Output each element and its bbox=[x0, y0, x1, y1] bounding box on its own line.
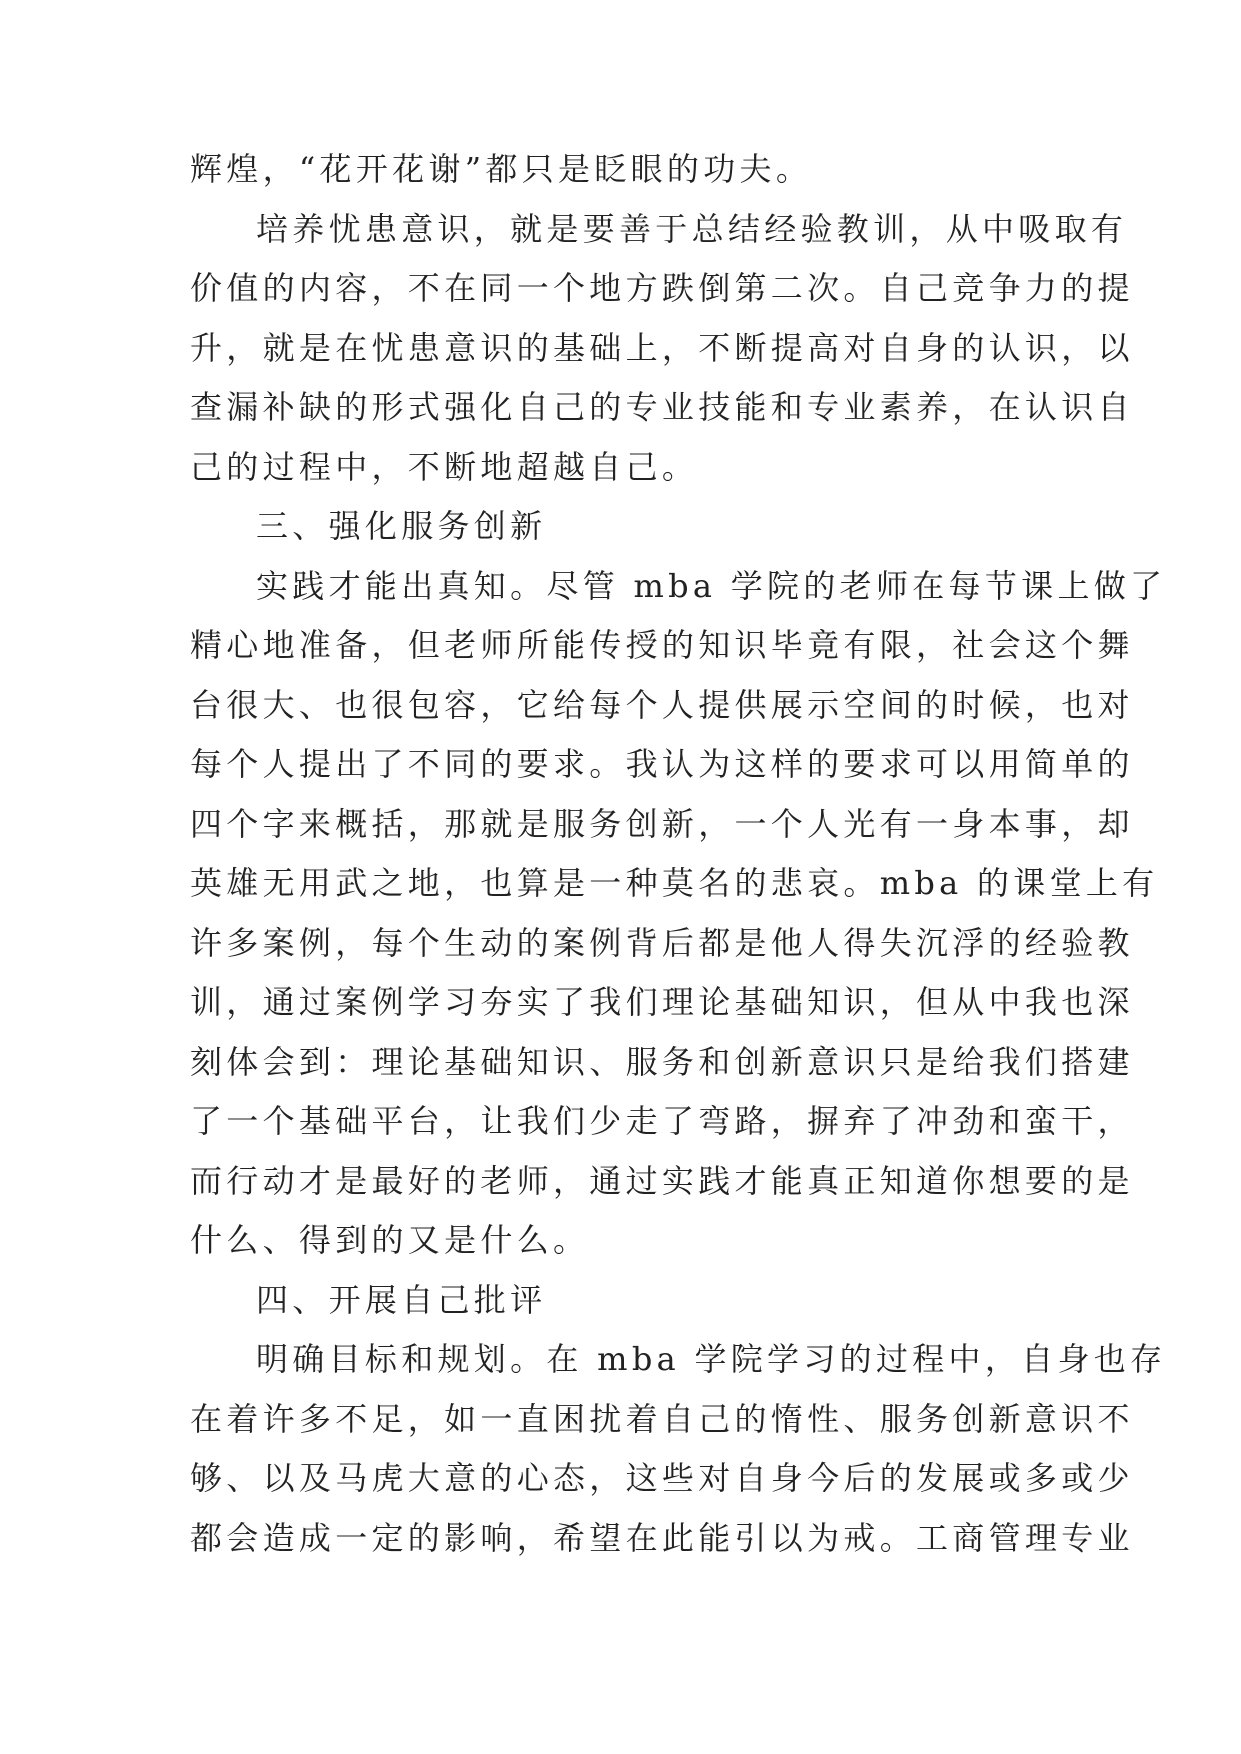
text-line: 在着许多不足，如一直困扰着自己的惰性、服务创新意识不 bbox=[190, 1399, 1134, 1438]
text-line: 升，就是在忧患意识的基础上，不断提高对自身的认识，以 bbox=[190, 328, 1134, 367]
text-line: 英雄无用武之地，也算是一种莫名的悲哀。mba 的课堂上有 bbox=[190, 864, 1159, 902]
text-line: 台很大、也很包容，它给每个人提供展示空间的时候，也对 bbox=[190, 685, 1134, 724]
text-line: 许多案例，每个生动的案例背后都是他人得失沉浮的经验教 bbox=[190, 923, 1134, 962]
text-line: 四个字来概括，那就是服务创新，一个人光有一身本事，却 bbox=[190, 804, 1134, 843]
text-line: 查漏补缺的形式强化自己的专业技能和专业素养，在认识自 bbox=[190, 388, 1134, 426]
text-line: 都会造成一定的影响，希望在此能引以为戒。工商管理专业 bbox=[190, 1518, 1134, 1557]
text-line: 己的过程中，不断地超越自己。 bbox=[190, 447, 699, 486]
text-line: 而行动才是最好的老师，通过实践才能真正知道你想要的是 bbox=[190, 1161, 1134, 1200]
text-line: 辉煌，“花开花谢”都只是眨眼的功夫。 bbox=[190, 150, 813, 188]
text-line: 价值的内容，不在同一个地方跌倒第二次。自己竞争力的提 bbox=[190, 269, 1134, 307]
text-line: 了一个基础平台，让我们少走了弯路，摒弃了冲劲和蛮干， bbox=[190, 1102, 1134, 1140]
paragraph-start-line: 实践才能出真知。尽管 mba 学院的老师在每节课上做了 bbox=[256, 566, 1167, 605]
text-line: 够、以及马虎大意的心态，这些对自身今后的发展或多或少 bbox=[190, 1459, 1134, 1497]
text-line: 什么、得到的又是什么。 bbox=[190, 1221, 590, 1259]
text-line: 精心地准备，但老师所能传授的知识毕竟有限，社会这个舞 bbox=[190, 626, 1134, 664]
text-line: 训，通过案例学习夯实了我们理论基础知识，但从中我也深 bbox=[190, 983, 1134, 1021]
paragraph-start-line: 培养忧患意识，就是要善于总结经验教训，从中吸取有 bbox=[256, 209, 1128, 248]
paragraph-start-line: 明确目标和规划。在 mba 学院学习的过程中，自身也存 bbox=[256, 1340, 1167, 1378]
section-heading-3: 三、强化服务创新 bbox=[256, 507, 547, 545]
text-line: 每个人提出了不同的要求。我认为这样的要求可以用简单的 bbox=[190, 745, 1134, 783]
section-heading-4: 四、开展自己批评 bbox=[256, 1280, 547, 1319]
text-line: 刻体会到：理论基础知识、服务和创新意识只是给我们搭建 bbox=[190, 1042, 1134, 1081]
document-body bbox=[190, 140, 1167, 1568]
